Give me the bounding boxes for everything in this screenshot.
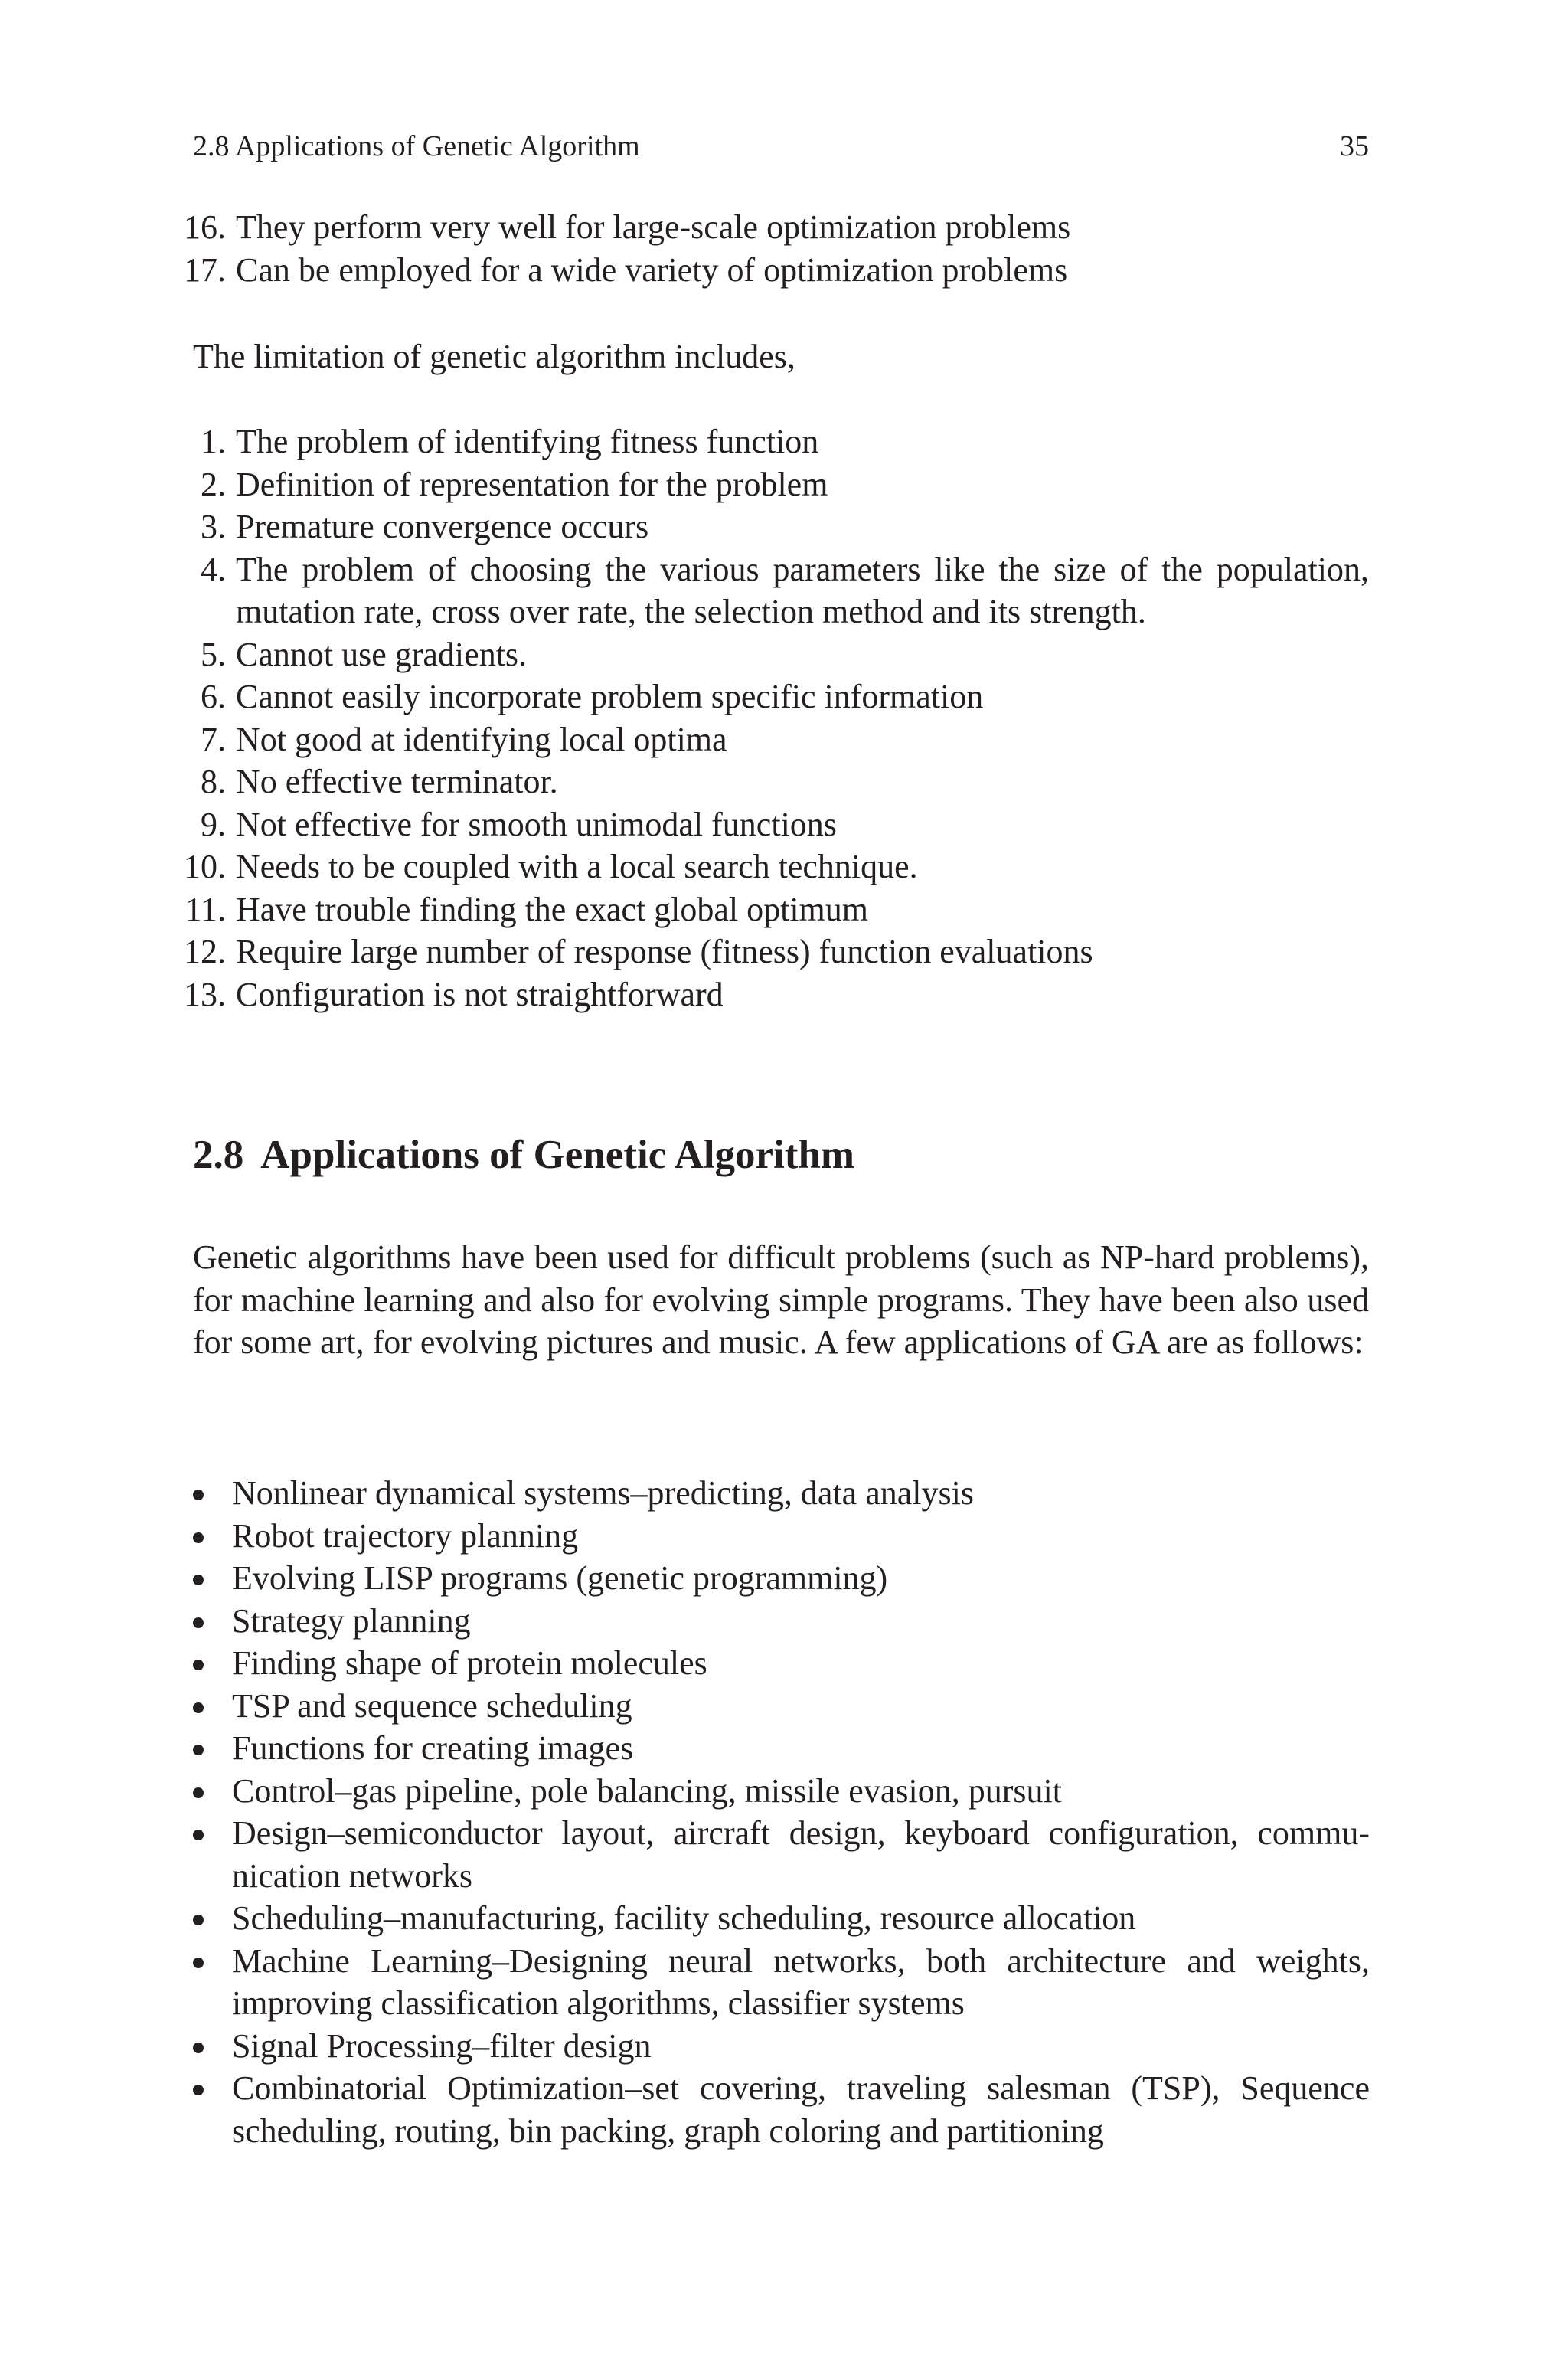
list-item-number: 11. [185, 890, 226, 928]
list-item-number: 13. [184, 975, 226, 1013]
list-item-text: Not good at identifying local optima [236, 720, 727, 758]
list-item-text: Needs to be coupled with a local search technique. [236, 848, 918, 885]
list-item [0, 931, 1369, 973]
list-item [0, 675, 1369, 718]
list-item-text: Require large number of response (fitness) function evaluations [236, 933, 1093, 970]
bullet-icon [193, 1787, 204, 1798]
list-item-text: TSP and sequence scheduling [232, 1686, 632, 1725]
running-head [193, 127, 1369, 165]
list-item-text: Configuration is not straightforward [236, 975, 724, 1013]
list-item-text: The problem of choosing the various parameters like the size of the population, mutation rate, cross over rate, the selection method and its strength. [236, 550, 1369, 630]
list-item [0, 420, 1369, 463]
running-head-title: 2.8 Applications of Genetic Algorithm [193, 130, 640, 162]
list-item [0, 633, 1369, 676]
bullet-icon [193, 2085, 204, 2095]
list-item-number: 1. [201, 423, 226, 460]
bullet-icon [193, 1660, 204, 1670]
list-item-text: Nonlinear dynamical systems–predicting, data analysis [232, 1474, 974, 1512]
list-item [0, 760, 1369, 803]
list-item-text: Machine Learning–Designing neural networks, both architecture and weights, improving classification algorithms, classifier systems [232, 1941, 1370, 2022]
list-item-text: Scheduling–manufacturing, facility scheduling, resource allocation [232, 1899, 1136, 1937]
list-item [0, 845, 1369, 888]
list-item-text: Strategy planning [232, 1601, 471, 1640]
bullet-icon [193, 1958, 204, 1968]
list-item-text: No effective terminator. [236, 763, 558, 800]
list-item-text: Signal Processing–filter design [232, 2026, 652, 2065]
bullet-icon [193, 1702, 204, 1713]
applications-list [0, 1472, 1568, 2152]
list-item [0, 548, 1369, 633]
list-item-number: 5. [201, 635, 226, 673]
bullet-icon [193, 1532, 204, 1543]
list-item-text: Control–gas pipeline, pole balancing, missile evasion, pursuit [232, 1771, 1062, 1810]
list-item [0, 1940, 1370, 2025]
advantages-list-continued [0, 206, 1568, 291]
list-item-number: 7. [201, 720, 226, 758]
list-item-text: Not effective for smooth unimodal functions [236, 805, 837, 843]
list-item [0, 206, 1369, 249]
list-item-text: Evolving LISP programs (genetic programming) [232, 1559, 888, 1597]
list-item [0, 718, 1369, 761]
list-item-text: Finding shape of protein molecules [232, 1644, 707, 1682]
list-item-text: Robot trajectory planning [232, 1516, 579, 1555]
list-item [0, 2067, 1370, 2152]
list-item-number: 10. [184, 848, 226, 885]
list-item [0, 888, 1369, 931]
list-item-number: 17. [184, 250, 226, 289]
list-item [0, 1642, 1370, 1685]
bullet-icon [193, 1745, 204, 1755]
section-number: 2.8 [193, 1133, 244, 1177]
list-item-number: 9. [201, 805, 226, 843]
list-item [0, 803, 1369, 846]
list-item-text: Premature convergence occurs [236, 508, 649, 545]
list-item [0, 463, 1369, 506]
section-heading [193, 1130, 1369, 1180]
list-item-number: 4. [201, 550, 226, 588]
list-item [0, 1812, 1370, 1897]
list-item [0, 2025, 1370, 2068]
list-item-text: The problem of identifying fitness function [236, 423, 819, 460]
list-item [0, 249, 1369, 292]
list-item-number: 6. [201, 678, 226, 715]
list-item [0, 1770, 1370, 1813]
bullet-icon [193, 1490, 204, 1500]
section-title: Applications of Genetic Algorithm [260, 1133, 855, 1177]
list-item-number: 2. [201, 465, 226, 503]
list-item [0, 1897, 1370, 1940]
list-item-number: 8. [201, 763, 226, 800]
list-item [0, 1557, 1370, 1600]
list-item-text: Cannot easily incorporate problem specific information [236, 678, 984, 715]
list-item [0, 1727, 1370, 1770]
bullet-icon [193, 1575, 204, 1585]
list-item-text: Design–semiconductor layout, aircraft design, keyboard configuration, communication networks [232, 1814, 1370, 1895]
list-item-text: Cannot use gradients. [236, 635, 528, 673]
list-item-text: Combinatorial Optimization–set covering, traveling salesman (TSP), Sequence scheduling, routing, bin packing, graph coloring and partitioning [232, 2069, 1370, 2150]
list-item-number: 3. [201, 508, 226, 545]
bullet-icon [193, 1915, 204, 1925]
list-item-text: Functions for creating images [232, 1729, 634, 1767]
list-item [0, 1600, 1370, 1643]
list-item [0, 973, 1369, 1016]
list-item [0, 1515, 1370, 1558]
bullet-icon [193, 2043, 204, 2053]
bullet-icon [193, 1830, 204, 1840]
bullet-icon [193, 1617, 204, 1628]
list-item-number: 16. [184, 208, 226, 246]
section-intro-paragraph: Genetic algorithms have been used for difficult problems (such as NP-hard problems), for machine learning and also for evolving simple programs. They have been also used for some art, for evolving pictures and music. A few applications of GA are as follows: [193, 1238, 1369, 1361]
list-item [0, 505, 1369, 548]
list-item-text: They perform very well for large-scale optimization problems [236, 208, 1071, 246]
list-item [0, 1685, 1370, 1728]
limitations-list [0, 420, 1568, 1016]
page-number: 35 [1340, 130, 1369, 162]
list-item-number: 12. [184, 933, 226, 970]
list-item-text: Have trouble finding the exact global optimum [236, 890, 869, 928]
list-item-text: Can be employed for a wide variety of optimization problems [236, 250, 1068, 289]
list-item-text: Definition of representation for the problem [236, 465, 828, 503]
limitation-intro: The limitation of genetic algorithm includes, [193, 338, 795, 375]
list-item [0, 1472, 1370, 1515]
